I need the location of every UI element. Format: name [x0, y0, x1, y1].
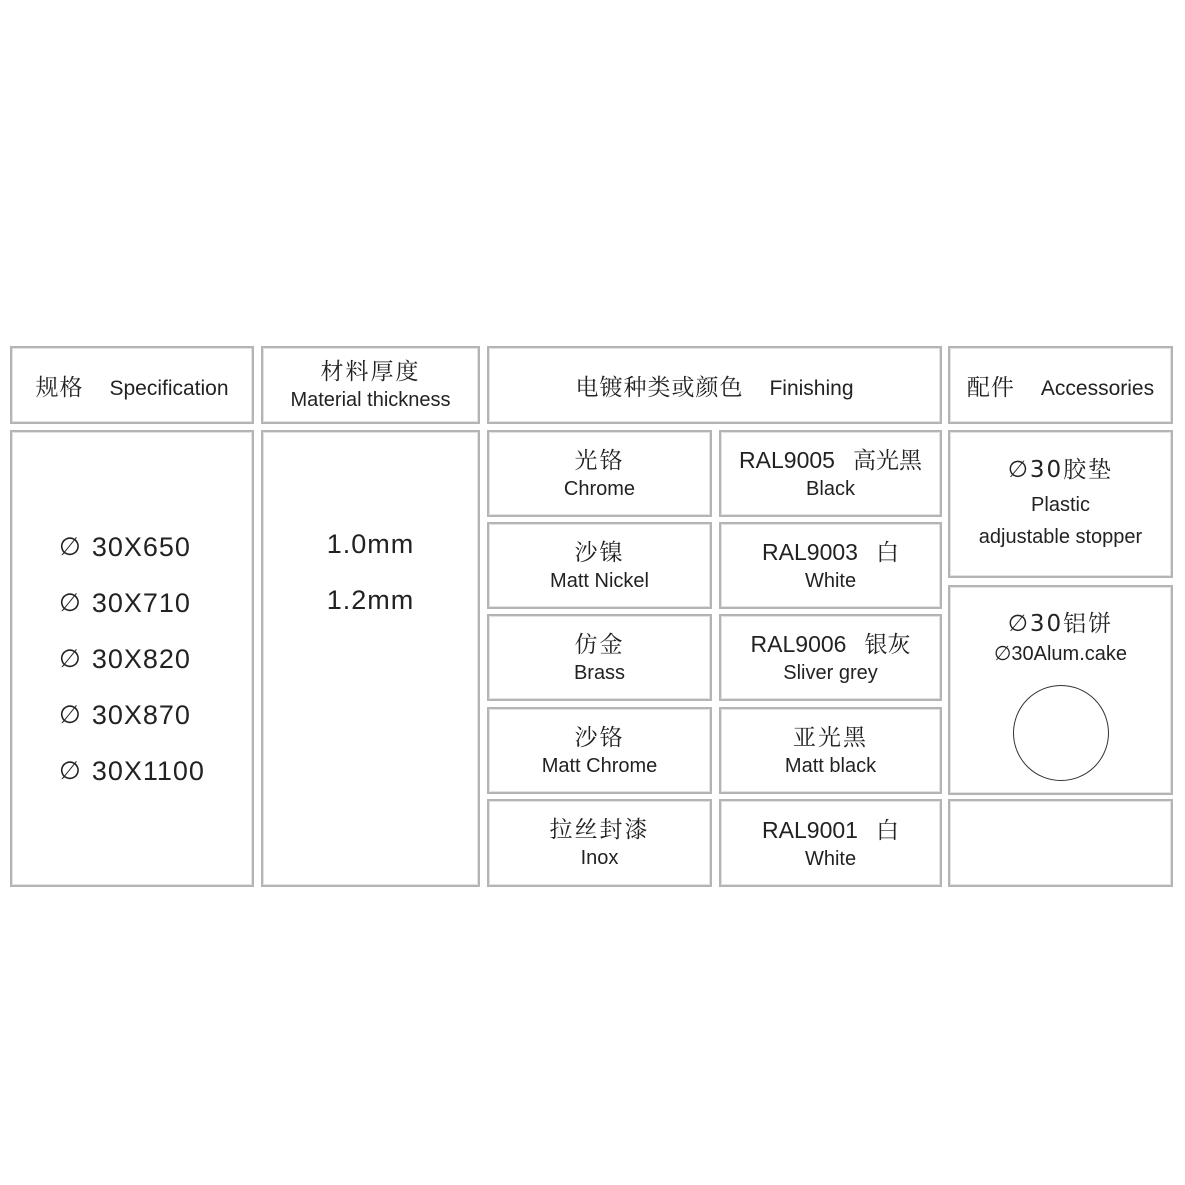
stopper-line1: Plastic	[1031, 494, 1090, 516]
diameter-icon: ∅	[59, 756, 82, 785]
stopper-title: ∅30胶垫	[1007, 457, 1114, 483]
header-spec-zh: 规格	[35, 374, 84, 401]
color-option	[719, 430, 942, 517]
color-option	[719, 522, 942, 609]
accessory-alum-cake	[948, 585, 1173, 795]
specification-list	[59, 529, 205, 789]
plating-en: Matt Nickel	[550, 569, 649, 592]
stopper-line2: adjustable stopper	[978, 526, 1143, 548]
color-zh: 高光黑	[852, 448, 922, 474]
header-accessories	[948, 346, 1173, 424]
spec-size: 30X870	[91, 699, 191, 730]
header-material-thickness	[261, 346, 480, 424]
thickness-list	[263, 526, 478, 618]
plating-option	[487, 522, 712, 609]
spec-size: 30X710	[91, 587, 191, 618]
header-specification	[10, 346, 254, 424]
plating-option	[487, 707, 712, 794]
plating-en: Inox	[580, 847, 619, 869]
header-spec-en: Specification	[109, 376, 229, 400]
color-en: White	[804, 847, 857, 870]
ral-code: RAL9003	[762, 539, 858, 565]
plating-zh: 光铬	[574, 447, 625, 474]
specification-cell	[10, 430, 254, 887]
plating-option	[487, 430, 712, 517]
header-thickness-en: Material thickness	[290, 389, 451, 411]
spec-item	[59, 753, 205, 789]
spec-item	[59, 585, 191, 621]
color-option	[719, 614, 942, 701]
alum-cake-circle-icon	[1013, 685, 1109, 781]
plating-option	[487, 799, 712, 887]
cake-title: ∅30铝饼	[1007, 611, 1114, 637]
thickness-cell	[261, 430, 480, 887]
plating-zh: 拉丝封漆	[549, 817, 650, 843]
color-en: Sliver grey	[783, 662, 878, 684]
color-zh: 银灰	[864, 632, 911, 658]
color-zh: 白	[875, 540, 899, 566]
color-option	[719, 799, 942, 887]
plating-en: Brass	[573, 661, 626, 684]
plating-zh: 沙铬	[574, 724, 625, 751]
color-option	[719, 707, 942, 794]
spec-item	[59, 697, 191, 733]
header-finishing-zh: 电镀种类或颜色	[575, 374, 744, 401]
plating-en: Chrome	[563, 477, 636, 500]
ral-code: RAL9001	[762, 816, 858, 843]
ral-code: RAL9005	[739, 447, 835, 473]
diameter-icon: ∅	[59, 532, 82, 561]
diameter-icon: ∅	[59, 700, 82, 729]
color-en: White	[804, 570, 857, 592]
thickness-value: 1.0mm	[326, 529, 415, 559]
diameter-icon: ∅	[59, 644, 82, 673]
spec-size: 30X650	[91, 531, 191, 562]
color-zh: 亚光黑	[793, 724, 868, 751]
plating-zh: 仿金	[574, 631, 625, 658]
cake-subtitle: ∅30Alum.cake	[993, 643, 1128, 665]
header-finishing	[487, 346, 942, 424]
spec-size: 30X820	[91, 643, 191, 674]
accessory-stopper	[948, 430, 1173, 578]
spec-size: 30X1100	[91, 755, 205, 786]
thickness-value: 1.2mm	[326, 585, 415, 615]
header-accessories-zh: 配件	[966, 374, 1015, 401]
accessory-empty-cell	[948, 799, 1173, 887]
color-zh: 白	[875, 817, 899, 844]
spec-item	[59, 529, 191, 565]
plating-en: Matt Chrome	[541, 754, 658, 777]
color-en: Black	[806, 478, 855, 500]
plating-option	[487, 614, 712, 701]
diameter-icon: ∅	[59, 588, 82, 617]
header-finishing-en: Finishing	[769, 376, 854, 400]
header-thickness-zh: 材料厚度	[320, 359, 421, 385]
color-en: Matt black	[784, 754, 877, 777]
plating-zh: 沙镍	[574, 539, 625, 566]
spec-item	[59, 641, 191, 677]
ral-code: RAL9006	[750, 631, 847, 657]
header-accessories-en: Accessories	[1040, 376, 1155, 400]
